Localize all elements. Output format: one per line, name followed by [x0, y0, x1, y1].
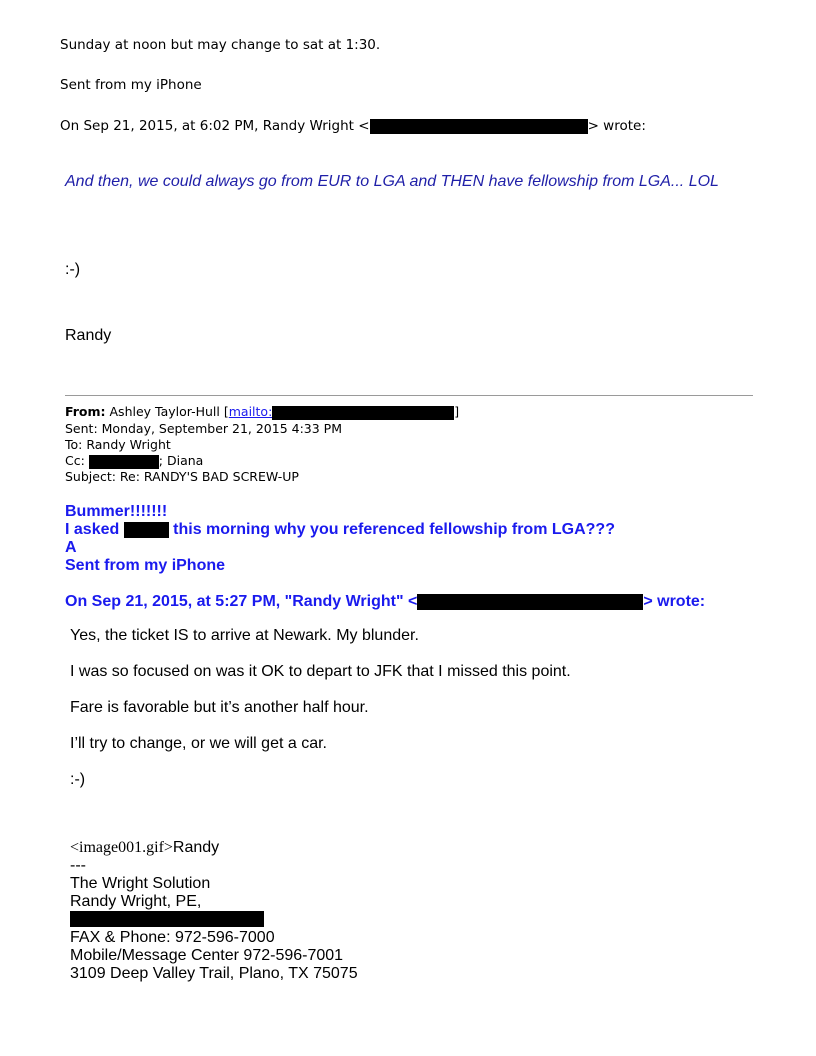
reply-paragraph: Fare is favorable but it’s another half hour. — [70, 699, 369, 716]
ashley-quote-attribution — [65, 593, 705, 611]
attribution-text: On Sep 21, 2015, at 5:27 PM, "Randy Wright" < — [65, 593, 418, 610]
signature-mobile: Mobile/Message Center 972-596-7001 — [70, 947, 344, 964]
mailto-link[interactable]: mailto: — [228, 404, 273, 419]
reply-paragraph: Yes, the ticket IS to arrive at Newark. My blunder. — [70, 627, 419, 644]
signature-company: The Wright Solution — [70, 875, 211, 892]
image-placeholder: <image001.gif> — [70, 839, 173, 856]
attribution-suffix: > wrote: — [643, 593, 706, 610]
header-sent: Sent: Monday, September 21, 2015 4:33 PM — [65, 421, 342, 436]
cc-rest: ; Diana — [158, 453, 204, 468]
signature-name: Randy — [172, 839, 220, 856]
ashley-sent-from: Sent from my iPhone — [65, 557, 226, 574]
smiley-text: :-) — [65, 261, 81, 278]
redaction-bar — [124, 522, 169, 538]
ashley-initial: A — [65, 539, 77, 556]
signature-fax: FAX & Phone: 972-596-7000 — [70, 929, 275, 946]
header-subject: Subject: Re: RANDY'S BAD SCREW-UP — [65, 469, 299, 484]
redaction-bar — [417, 594, 643, 610]
quote-attribution — [60, 118, 646, 134]
from-name: Ashley Taylor-Hull [ — [109, 404, 229, 419]
ashley-line-1: Bummer!!!!!!! — [65, 503, 168, 520]
sent-from-iphone: Sent from my iPhone — [60, 77, 202, 93]
redaction-bar — [89, 455, 159, 469]
smiley-text: :-) — [70, 771, 86, 788]
redaction-bar — [70, 911, 264, 927]
header-from — [65, 404, 459, 420]
quoted-message-line: And then, we could always go from EUR to LGA and THEN have fellowship from LGA... LOL — [65, 173, 719, 190]
ashley-line-2-suffix: this morning why you referenced fellowship from LGA??? — [168, 521, 615, 538]
from-label: From: — [65, 404, 106, 419]
signature-name-title: Randy Wright, PE, — [70, 893, 202, 910]
from-close: ] — [454, 404, 460, 419]
reply-paragraph: I was so focused on was it OK to depart to JFK that I missed this point. — [70, 663, 571, 680]
redaction-bar — [370, 119, 588, 134]
cc-label: Cc: — [65, 453, 89, 468]
header-to: To: Randy Wright — [65, 437, 171, 452]
redaction-bar — [272, 406, 454, 420]
reply-paragraph: I’ll try to change, or we will get a car. — [70, 735, 327, 752]
body-line: Sunday at noon but may change to sat at 1:30. — [60, 37, 381, 53]
signoff-name: Randy — [65, 327, 112, 344]
attribution-suffix: > wrote: — [587, 118, 646, 134]
signature-dashes: --- — [70, 857, 86, 874]
header-divider — [65, 395, 753, 396]
signature-first-line — [70, 839, 219, 857]
ashley-line-2-prefix: I asked — [65, 521, 124, 538]
attribution-text: On Sep 21, 2015, at 6:02 PM, Randy Wright < — [60, 118, 370, 134]
ashley-line-2 — [65, 521, 615, 539]
header-cc — [65, 453, 203, 469]
signature-address: 3109 Deep Valley Trail, Plano, TX 75075 — [70, 965, 358, 982]
